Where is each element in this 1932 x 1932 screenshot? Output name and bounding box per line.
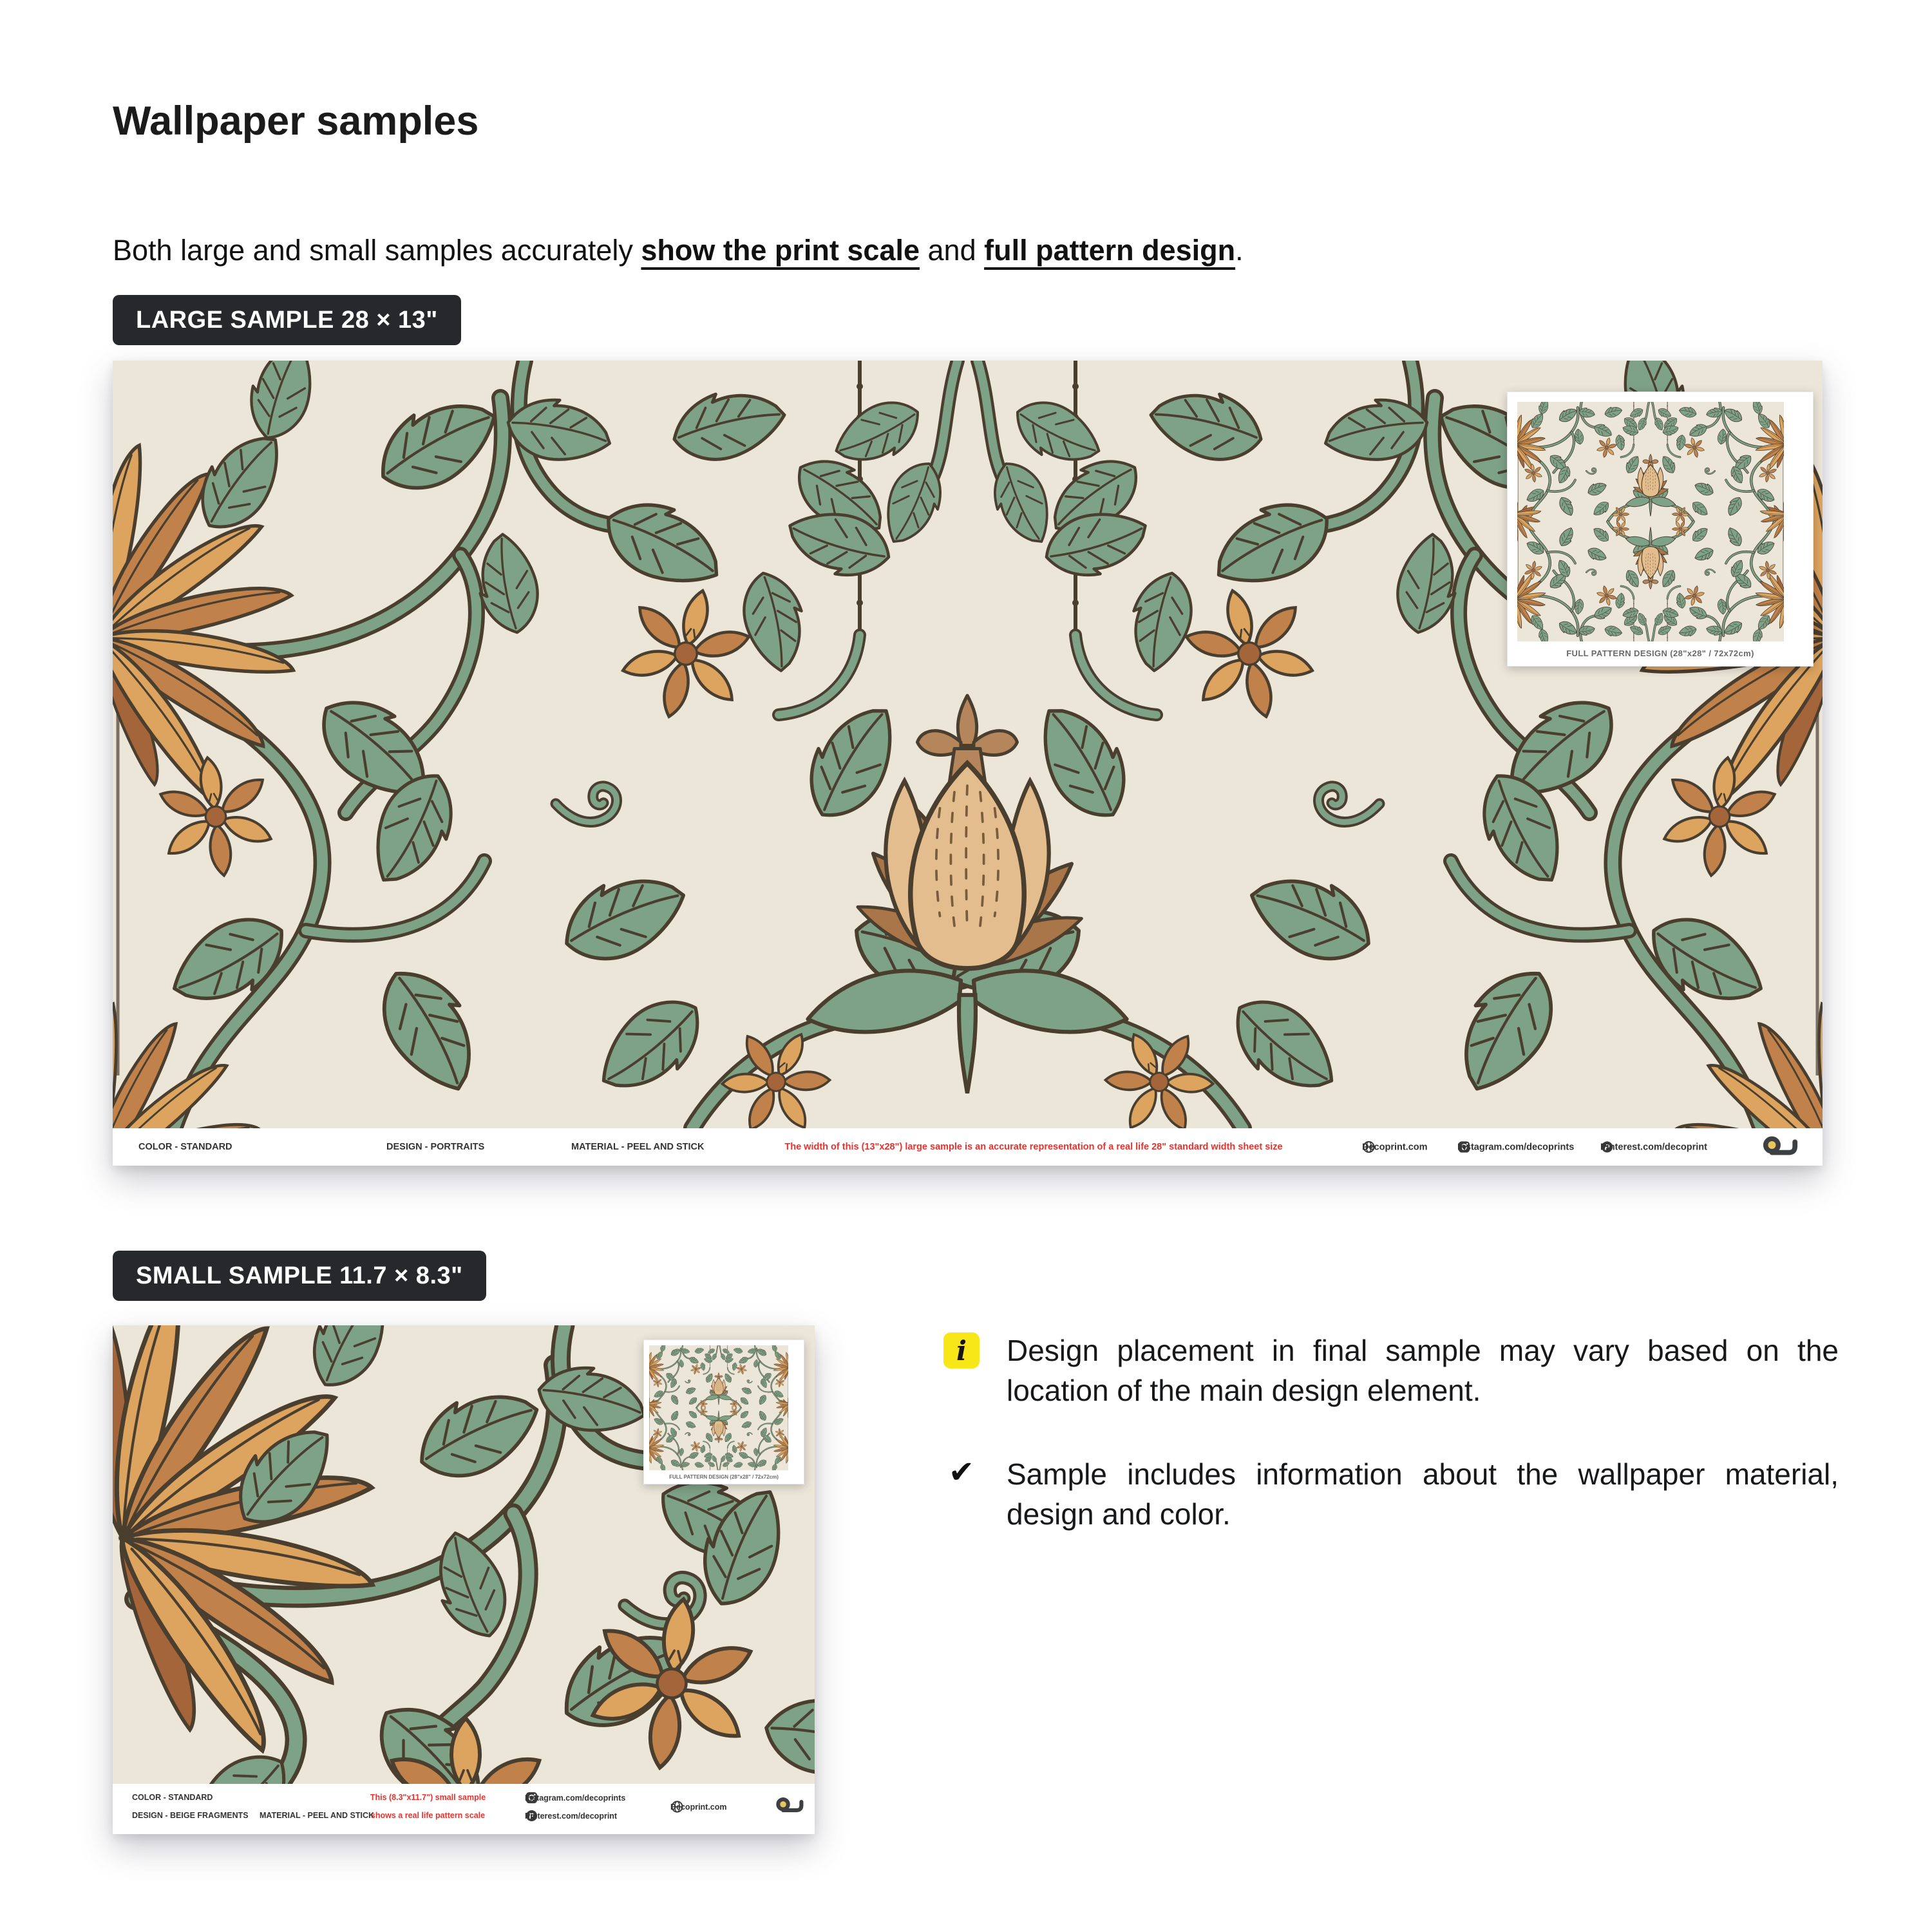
info-note-placement bbox=[943, 1331, 1839, 1410]
footer-color-label: COLOR - STANDARD bbox=[132, 1793, 213, 1802]
intro-suffix: . bbox=[1235, 234, 1244, 267]
full-pattern-inset-large bbox=[1507, 392, 1814, 667]
pinterest-link: Pinterest.com/decoprint bbox=[1600, 1141, 1614, 1154]
large-sample-image bbox=[113, 361, 1823, 1166]
intro-emphasis-print-scale: show the print scale bbox=[641, 234, 920, 267]
full-pattern-thumbnail bbox=[1517, 402, 1784, 641]
info-icon: i bbox=[943, 1332, 980, 1368]
footer-material-label: MATERIAL - PEEL AND STICK bbox=[571, 1142, 705, 1152]
full-pattern-inset-small bbox=[643, 1340, 804, 1484]
full-pattern-thumbnail bbox=[649, 1345, 788, 1470]
brand-logo-icon bbox=[1761, 1134, 1799, 1160]
note-text: Design placement in final sample may vary based on the location of the main design element. bbox=[1007, 1334, 1839, 1407]
brand-logo-icon bbox=[775, 1795, 804, 1816]
instagram-link: Instagram.com/decoprints bbox=[1457, 1141, 1471, 1154]
large-sample-footer bbox=[113, 1128, 1823, 1166]
intro-conjunction: and bbox=[920, 234, 985, 267]
intro-emphasis-pattern-design: full pattern design bbox=[984, 234, 1236, 267]
small-sample-image bbox=[113, 1325, 815, 1834]
intro-text bbox=[113, 234, 1244, 267]
instagram-link: Instagram.com/decoprints bbox=[525, 1791, 538, 1804]
intro-prefix: Both large and small samples accurately bbox=[113, 234, 641, 267]
large-sample-badge: LARGE SAMPLE 28 × 13" bbox=[113, 295, 461, 345]
info-notes bbox=[943, 1331, 1839, 1534]
footer-material-label: MATERIAL - PEEL AND STICK bbox=[260, 1811, 375, 1820]
website-link: Decoprint.com bbox=[670, 1800, 684, 1814]
footer-scale-note: The width of this (13"x28") large sample is an accurate representation of a real life 28" standard width sheet size bbox=[784, 1142, 1283, 1152]
footer-design-label: DESIGN - PORTRAITS bbox=[386, 1142, 485, 1152]
footer-scale-note-line2: shows a real life pattern scale bbox=[370, 1811, 486, 1820]
page-title: Wallpaper samples bbox=[113, 99, 479, 144]
footer-color-label: COLOR - STANDARD bbox=[138, 1142, 232, 1152]
info-note-includes bbox=[943, 1454, 1839, 1534]
footer-scale-note-line1: This (8.3"x11.7") small sample bbox=[370, 1793, 486, 1802]
pinterest-link: Pinterest.com/decoprint bbox=[525, 1809, 538, 1823]
note-text: Sample includes information about the wallpaper material, design and color. bbox=[1007, 1457, 1839, 1531]
check-icon: ✔ bbox=[948, 1455, 975, 1490]
inset-caption: FULL PATTERN DESIGN (28"x28" / 72x72cm) bbox=[669, 1474, 779, 1480]
footer-design-label: DESIGN - BEIGE FRAGMENTS bbox=[132, 1811, 249, 1820]
small-sample-footer bbox=[113, 1784, 815, 1834]
inset-caption: FULL PATTERN DESIGN (28"x28" / 72x72cm) bbox=[1566, 649, 1754, 658]
small-sample-badge: SMALL SAMPLE 11.7 × 8.3" bbox=[113, 1251, 486, 1301]
website-link: Decoprint.com bbox=[1362, 1141, 1376, 1154]
